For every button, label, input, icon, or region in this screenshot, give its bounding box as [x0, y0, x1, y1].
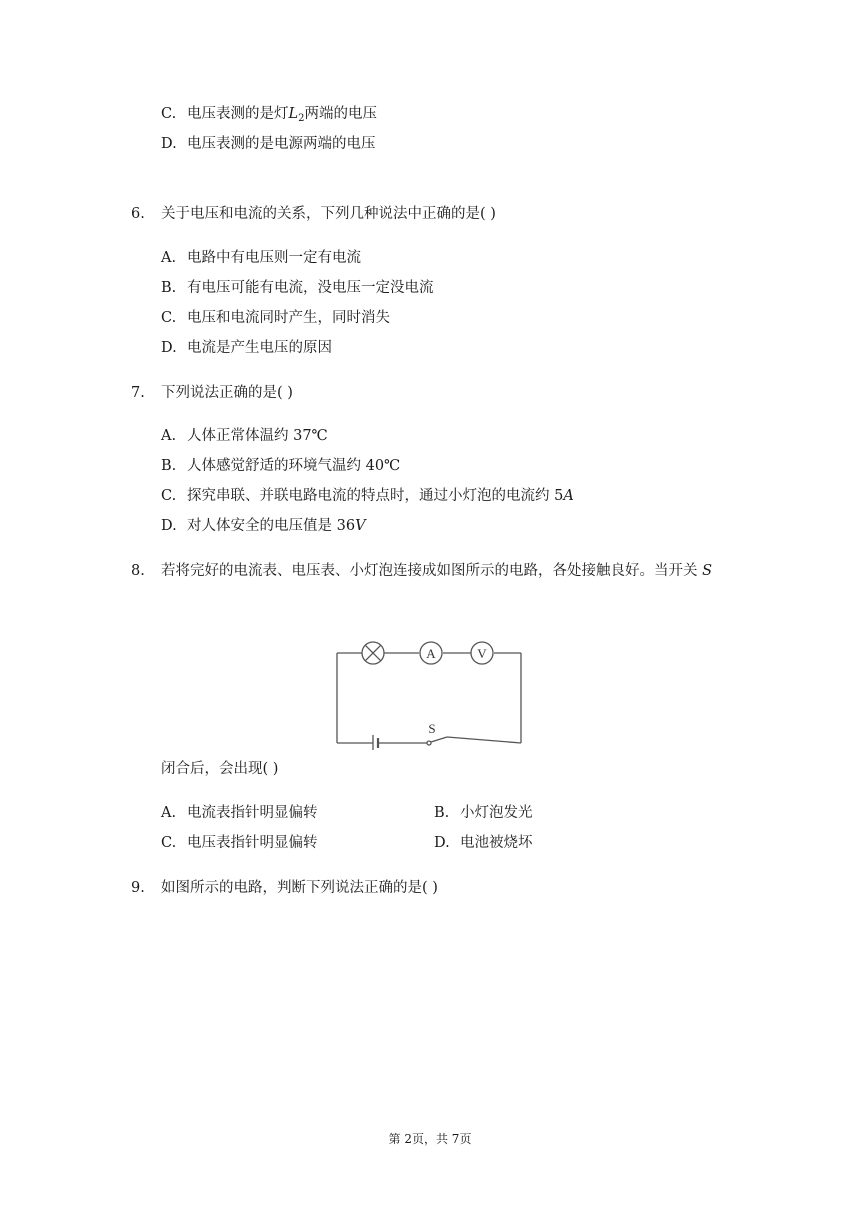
option-c: [161, 833, 318, 853]
option-text-suffix: 两端的电压: [304, 106, 378, 122]
option-letter: B.: [161, 458, 177, 474]
circuit-diagram: [330, 636, 528, 750]
question-stem: 如图所示的电路，判断下列说法正确的是( ): [161, 880, 438, 896]
option-a: [161, 248, 361, 268]
switch-label: S: [428, 721, 436, 736]
option-c: [161, 486, 574, 506]
option-letter: A.: [161, 805, 177, 821]
question-number: 7.: [131, 385, 145, 401]
option-text: 电压表测的是灯: [187, 106, 289, 122]
question-stem: 下列说法正确的是( ): [161, 385, 293, 401]
option-letter: B.: [434, 805, 450, 821]
option-c: [161, 104, 377, 129]
option-text: 小灯泡发光: [460, 805, 533, 821]
ammeter-label: A: [426, 646, 436, 661]
math-var: V: [355, 518, 366, 534]
option-b: [161, 278, 434, 298]
option-letter: D.: [434, 835, 450, 851]
option-b: [161, 456, 400, 476]
math-var: S: [702, 563, 713, 579]
question-stem-continued: 闭合后，会出现( ): [161, 761, 279, 777]
option-d: [434, 833, 533, 853]
option-text: 电路中有电压则一定有电流: [187, 250, 361, 266]
question-stem: [161, 561, 712, 581]
question-stem: 关于电压和电流的关系，下列几种说法中正确的是( ): [161, 206, 496, 222]
option-letter: C.: [161, 835, 177, 851]
option-c: [161, 308, 390, 328]
option-letter: D.: [161, 136, 177, 152]
option-letter: D.: [161, 518, 177, 534]
question-number: 6.: [131, 206, 145, 222]
option-text: 电压表指针明显偏转: [187, 835, 318, 851]
option-letter: C.: [161, 488, 177, 504]
option-text: 人体感觉舒适的环境气温约 40℃: [187, 458, 401, 474]
math-var: L: [288, 106, 299, 122]
option-a: [161, 803, 318, 823]
option-text: 人体正常体温约 37℃: [187, 428, 328, 444]
option-text: 电池被烧坏: [460, 835, 533, 851]
option-letter: A.: [161, 250, 177, 266]
option-text: 电压表测的是电源两端的电压: [187, 136, 376, 152]
question-number: 9.: [131, 880, 145, 896]
option-letter: D.: [161, 340, 177, 356]
option-b: [434, 803, 533, 823]
question-number: 8.: [131, 563, 145, 579]
option-text: 探究串联、并联电路电流的特点时，通过小灯泡的电流约 5: [187, 488, 564, 504]
option-text: 有电压可能有电流，没电压一定没电流: [187, 280, 434, 296]
option-letter: C.: [161, 310, 177, 326]
option-text: 对人体安全的电压值是 36: [187, 518, 356, 534]
battery-icon: [373, 735, 378, 750]
lamp-icon: [362, 642, 384, 664]
option-text: 电压和电流同时产生，同时消失: [187, 310, 390, 326]
option-text: 电流是产生电压的原因: [187, 340, 332, 356]
option-d: [161, 338, 332, 358]
option-d: [161, 516, 366, 536]
option-d: [161, 134, 376, 154]
option-letter: A.: [161, 428, 177, 444]
page-footer: 第 2页，共 7页: [388, 1132, 472, 1146]
stem-text: 若将完好的电流表、电压表、小灯泡连接成如图所示的电路，各处接触良好。当开关: [161, 563, 703, 579]
option-text: 电流表指针明显偏转: [187, 805, 318, 821]
option-a: [161, 426, 328, 446]
option-letter: B.: [161, 280, 177, 296]
option-letter: C.: [161, 106, 177, 122]
switch-icon: [427, 737, 447, 745]
wire-bottom: [447, 737, 521, 743]
math-subscript: 2: [298, 113, 305, 124]
math-var: A: [563, 488, 574, 504]
voltmeter-label: V: [477, 646, 487, 661]
